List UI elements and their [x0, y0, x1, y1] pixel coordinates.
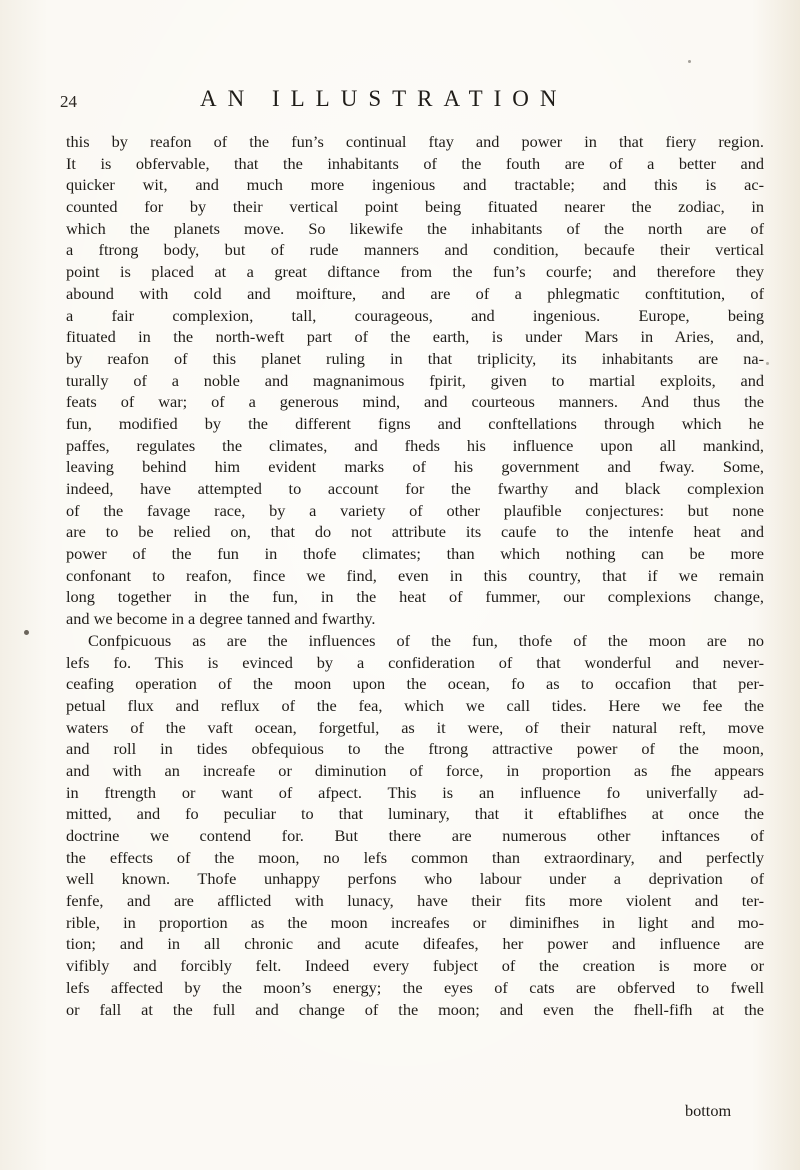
text-line: lefs fo. This is evinced by a confideration of that wonderful and never- [66, 652, 764, 672]
text-line: confonant to reafon, fince we find, even in this country, that if we remain [66, 565, 764, 585]
text-line: a fair complexion, tall, courageous, and ingenious. Europe, being [66, 305, 764, 325]
text-line: petual flux and reflux of the fea, which we call tides. Here we fee the [66, 695, 764, 715]
page-number: 24 [60, 92, 77, 111]
text-line: power of the fun in thofe climates; than which nothing can be more [66, 544, 764, 564]
text-line: rible, in proportion as the moon increafes or diminifhes in light and mo- [66, 912, 764, 932]
body-text [66, 131, 764, 1020]
page-header [60, 86, 760, 120]
text-line: mitted, and fo peculiar to that luminary, that it eftablifhes at once the [66, 804, 764, 824]
text-line: turally of a noble and magnanimous fpirit, given to martial exploits, and [66, 370, 764, 390]
text-line: paffes, regulates the climates, and fheds his influence upon all mankind, [66, 435, 764, 455]
text-line: of the favage race, by a variety of other plaufible conjectures: but none [66, 500, 764, 520]
text-line: It is obfervable, that the inhabitants of the fouth are of a better and [66, 153, 764, 173]
text-line: quicker wit, and much more ingenious and tractable; and this is ac- [66, 175, 764, 195]
running-title: AN ILLUSTRATION [200, 86, 568, 111]
text-line: leaving behind him evident marks of his government and fway. Some, [66, 457, 764, 477]
text-line: vifibly and forcibly felt. Indeed every fubject of the creation is more or [66, 956, 764, 976]
text-line: the effects of the moon, no lefs common than extraordinary, and perfectly [66, 847, 764, 867]
text-line: and we become in a degree tanned and fwarthy. [66, 609, 376, 629]
text-line: tion; and in all chronic and acute difeafes, her power and influence are [66, 934, 764, 954]
text-line: counted for by their vertical point being fituated nearer the zodiac, in [66, 197, 764, 217]
text-line: long together in the fun, in the heat of fummer, our complexions change, [66, 587, 764, 607]
text-line: in ftrength or want of afpect. This is an influence fo univerfally ad- [66, 782, 764, 802]
paragraph [66, 131, 764, 630]
paragraph [66, 630, 764, 1020]
text-line: point is placed at a great diftance from the fun’s courfe; and therefore they [66, 262, 764, 282]
paper-speck [766, 362, 769, 365]
text-line: fenfe, and are afflicted with lunacy, have their fits more violent and ter- [66, 891, 764, 911]
text-line: doctrine we contend for. But there are numerous other inftances of [66, 826, 764, 845]
text-line: ceafing operation of the moon upon the ocean, fo as to occafion that per- [66, 674, 764, 694]
text-line: abound with cold and moifture, and are of a phlegmatic conftitution, of [66, 283, 764, 303]
catchword: bottom [685, 1101, 732, 1120]
text-line: and roll in tides obfequious to the ftrong attractive power of the moon, [66, 739, 764, 759]
text-line: or fall at the full and change of the moon; and even the fhell-fifh at the [66, 999, 764, 1019]
text-line: indeed, have attempted to account for the fwarthy and black complexion [66, 479, 764, 498]
paper-speck [24, 630, 29, 635]
text-line: and with an increafe or diminution of force, in proportion as fhe appears [66, 760, 764, 780]
text-line: this by reafon of the fun’s continual ftay and power in that fiery region. [66, 132, 764, 151]
text-line: lefs affected by the moon’s energy; the eyes of cats are obferved to fwell [66, 977, 764, 997]
text-line: waters of the vaft ocean, forgetful, as it were, of their natural reft, move [66, 717, 764, 737]
paper-speck [688, 60, 691, 63]
text-line: fun, modified by the different figns and conftellations through which he [66, 413, 764, 433]
text-line: well known. Thofe unhappy perfons who labour under a deprivation of [66, 869, 764, 889]
text-line: fituated in the north-weft part of the earth, is under Mars in Aries, and, [66, 327, 764, 347]
text-line: feats of war; of a generous mind, and courteous manners. And thus the [66, 392, 764, 412]
text-line: by reafon of this planet ruling in that triplicity, its inhabitants are na- [66, 348, 764, 368]
text-line: Confpicuous as are the influences of the fun, thofe of the moon are no [88, 630, 764, 650]
text-line: which the planets move. So likewife the inhabitants of the north are of [66, 218, 764, 238]
text-line: a ftrong body, but of rude manners and condition, becaufe their vertical [66, 240, 764, 260]
text-line: are to be relied on, that do not attribute its caufe to the intenfe heat and [66, 522, 764, 542]
